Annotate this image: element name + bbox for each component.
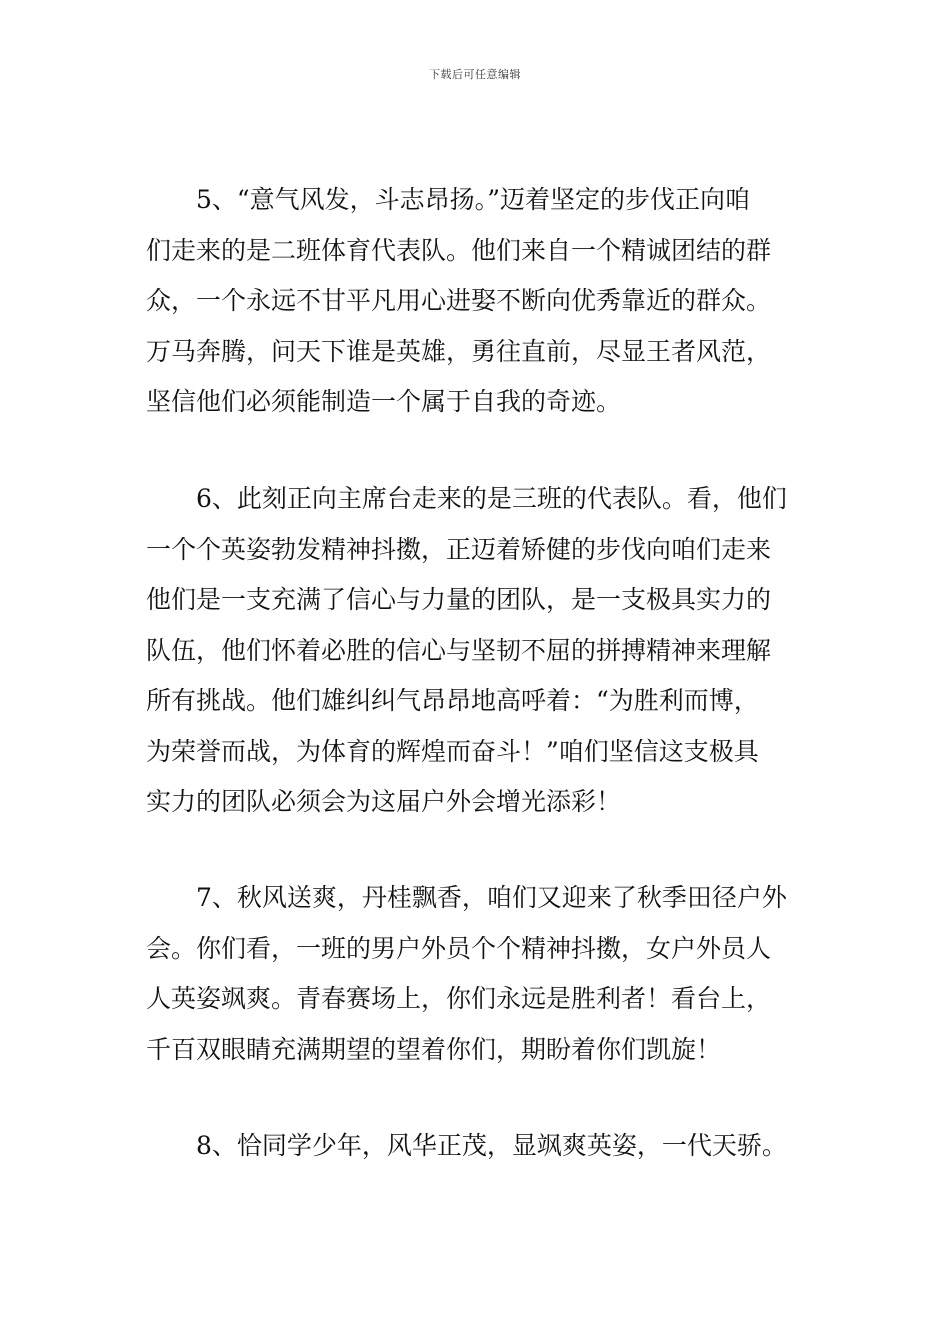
paragraph-line: 众，一个永远不甘平凡用心进娶不断向优秀靠近的群众。 xyxy=(146,286,772,315)
paragraph-line: 为荣誉而战，为体育的辉煌而奋斗！”咱们坚信这支极具 xyxy=(146,736,759,766)
paragraph-5 xyxy=(146,175,806,428)
paragraph-line: 千百双眼睛充满期望的望着你们，期盼着你们凯旋！ xyxy=(146,1034,722,1064)
paragraph-8 xyxy=(146,1121,806,1172)
paragraph-6 xyxy=(146,474,806,828)
paragraph-line: 所有挑战。他们雄纠纠气昂昂地高呼着：“为胜利而博， xyxy=(146,686,759,715)
paragraph-line: 6、此刻正向主席台走来的是三班的代表队。看，他们 xyxy=(196,484,787,513)
paragraph-line: 一个个英姿勃发精神抖擞，正迈着矫健的步伐向咱们走来 xyxy=(146,534,772,564)
paragraph-line: 会。你们看，一班的男户外员个个精神抖擞，女户外员人 xyxy=(146,933,772,963)
paragraph-7 xyxy=(146,873,806,1075)
paragraph-line: 他们是一支充满了信心与力量的团队，是一支极具实力的 xyxy=(146,585,772,614)
paragraph-line: 队伍，他们怀着必胜的信心与坚韧不屈的拼搏精神来理解 xyxy=(146,635,772,665)
paragraph-line: 人英姿飒爽。青春赛场上，你们永远是胜利者！看台上， xyxy=(146,984,772,1013)
paragraph-line: 实力的团队必须会为这届户外会增光添彩！ xyxy=(146,787,622,816)
paragraph-line: 7、秋风送爽，丹桂飘香，咱们又迎来了秋季田径户外 xyxy=(196,883,787,912)
paragraph-line: 5、“意气风发，斗志昂扬。”迈着坚定的步伐正向咱 xyxy=(196,185,750,214)
paragraph-line: 们走来的是二班体育代表队。他们来自一个精诚团结的群 xyxy=(146,235,772,265)
paragraph-line: 万马奔腾，问天下谁是英雄，勇往直前，尽显王者风范， xyxy=(146,336,772,366)
paragraph-line: 8、恰同学少年，风华正茂，显飒爽英姿，一代天骄。 xyxy=(196,1131,787,1160)
header-note: 下载后可任意编辑 xyxy=(429,68,521,81)
paragraph-line: 坚信他们必须能制造一个属于自我的奇迹。 xyxy=(146,387,622,416)
